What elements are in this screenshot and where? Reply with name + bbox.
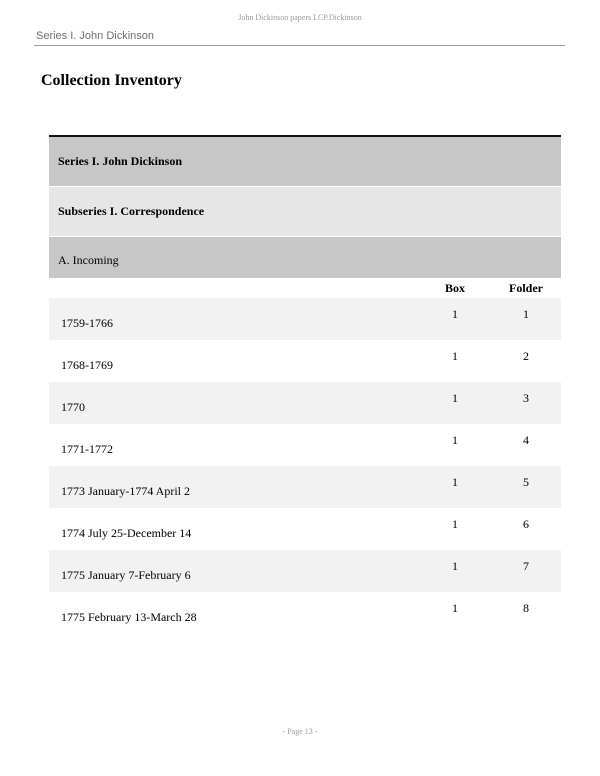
table-row [49, 340, 561, 382]
row-folder: 4 [523, 433, 529, 447]
row-folder: 2 [523, 349, 529, 363]
row-description: 1771-1772 [61, 442, 113, 456]
table-row [49, 550, 561, 592]
series-heading [49, 137, 561, 187]
subseries-heading-label: Subseries I. Correspondence [58, 204, 205, 218]
folder-column-header: Folder [509, 281, 543, 295]
row-box: 1 [452, 349, 458, 363]
row-folder: 8 [523, 601, 529, 615]
table-row [49, 592, 561, 634]
row-folder: 1 [523, 307, 529, 321]
inventory-rows [49, 298, 561, 634]
box-column-header: Box [444, 281, 465, 295]
header-divider [34, 45, 565, 46]
page-number: - Page 13 - [282, 727, 318, 736]
row-folder: 7 [523, 559, 529, 573]
row-description: 1768-1769 [61, 358, 113, 372]
row-box: 1 [452, 517, 458, 531]
table-row [49, 382, 561, 424]
row-description: 1774 July 25-December 14 [61, 526, 192, 540]
row-description: 1773 January-1774 April 2 [61, 484, 190, 498]
table-row [49, 466, 561, 508]
row-description: 1770 [61, 400, 85, 414]
row-description: 1775 February 13-March 28 [61, 610, 197, 624]
running-header: John Dickinson papers LCP.Dickinson [238, 13, 362, 22]
row-box: 1 [452, 391, 458, 405]
table-row [49, 298, 561, 340]
series-header: Series I. John Dickinson [36, 30, 154, 42]
file-group-heading-label: A. Incoming [58, 253, 119, 267]
subseries-heading [49, 187, 561, 237]
table-row [49, 508, 561, 550]
table-row [49, 424, 561, 466]
row-folder: 3 [523, 391, 529, 405]
row-description: 1775 January 7-February 6 [61, 568, 191, 582]
file-group-heading [49, 237, 561, 278]
series-heading-label: Series I. John Dickinson [58, 154, 183, 168]
row-box: 1 [452, 559, 458, 573]
row-box: 1 [452, 307, 458, 321]
row-box: 1 [452, 433, 458, 447]
page-title: Collection Inventory [41, 72, 182, 89]
row-box: 1 [452, 475, 458, 489]
row-description: 1759-1766 [61, 316, 113, 330]
row-folder: 6 [523, 517, 529, 531]
column-header-row [49, 278, 561, 298]
row-folder: 5 [523, 475, 529, 489]
row-box: 1 [452, 601, 458, 615]
inventory-table [49, 135, 561, 634]
